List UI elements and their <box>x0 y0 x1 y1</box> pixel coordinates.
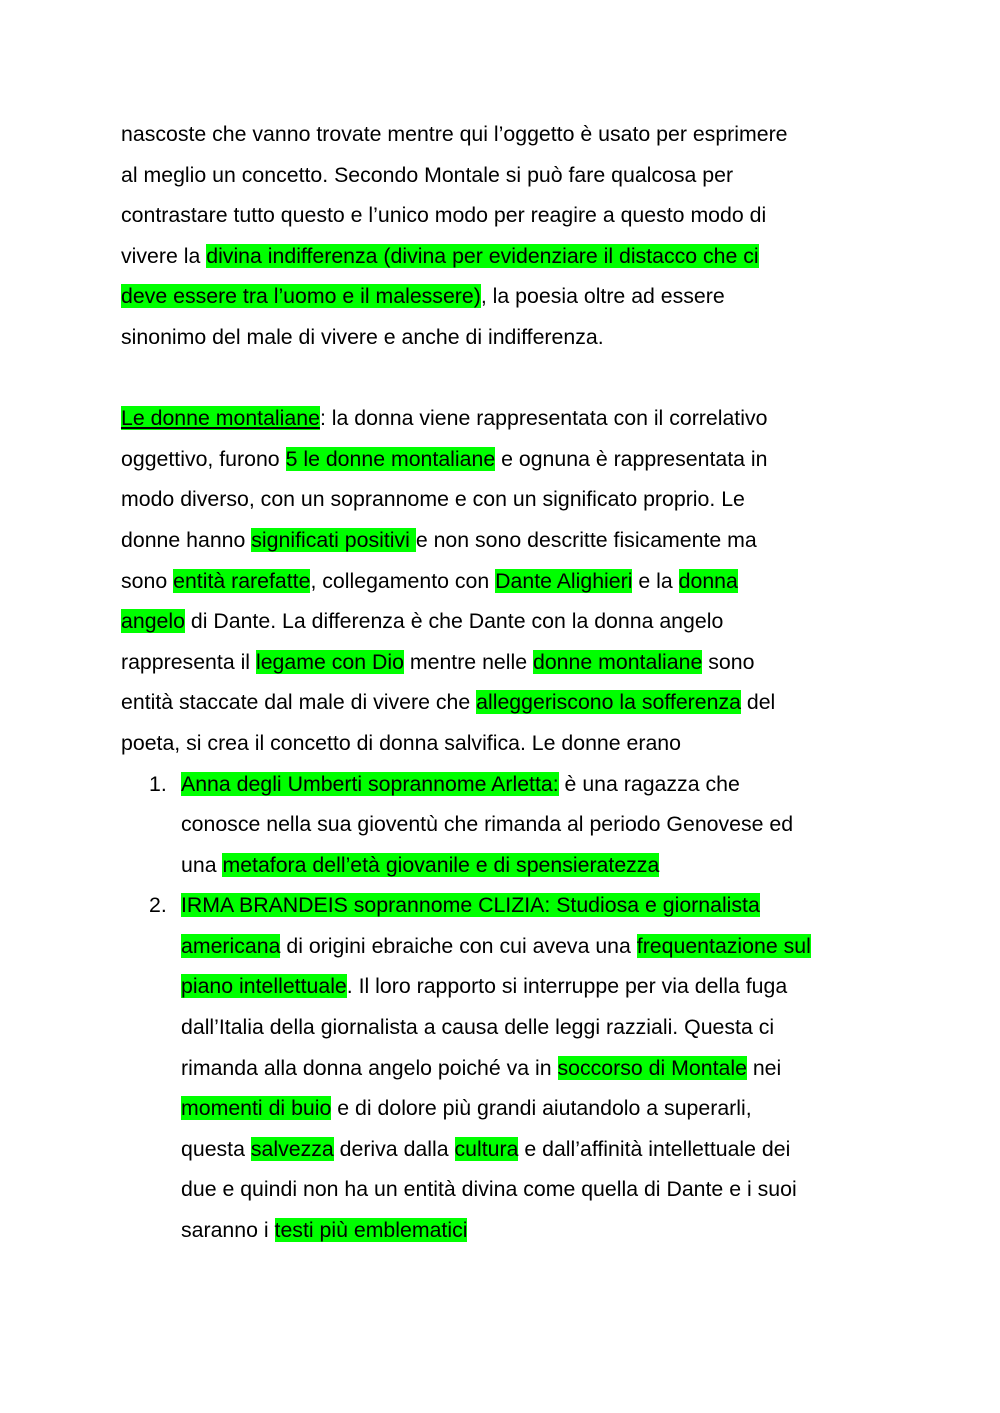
text-line <box>121 439 881 480</box>
paragraph-montale-indifferenza <box>121 114 881 358</box>
paragraph-donne-montaliane <box>121 398 881 763</box>
text-span: al meglio un concetto. Secondo Montale si può fare qualcosa per <box>121 162 734 187</box>
text-span: e dall’affinità intellettuale dei <box>518 1136 791 1161</box>
text-span: una <box>181 852 223 877</box>
text-span: . Il loro rapporto si interruppe per via della fuga <box>346 974 788 999</box>
text-span: del <box>740 690 776 715</box>
text-span: e di dolore più grandi aiutandolo a superarli, <box>331 1096 752 1121</box>
highlighted-text: soccorso di Montale <box>557 1055 747 1080</box>
text-span: rimanda alla donna angelo poiché va in <box>181 1055 558 1080</box>
text-line <box>121 276 881 317</box>
paragraph-gap <box>121 358 881 399</box>
text-span: , la poesia oltre ad essere <box>480 284 725 309</box>
list-number: 1. <box>149 771 167 796</box>
list-number: 2. <box>149 893 167 918</box>
text-span: sono <box>121 568 174 593</box>
list-item <box>121 764 881 886</box>
highlighted-text: 5 le donne montaliane <box>285 446 496 471</box>
text-span: oggettivo, furono <box>121 446 286 471</box>
text-span: mentre nelle <box>403 649 533 674</box>
text-line <box>121 561 881 602</box>
text-span: deriva dalla <box>333 1136 455 1161</box>
text-line <box>121 1048 881 1089</box>
text-span: nascoste che vanno trovate mentre qui l’oggetto è usato per esprimere <box>121 122 788 146</box>
highlighted-text: americana <box>181 933 281 958</box>
text-line <box>121 723 881 764</box>
text-line <box>121 195 881 236</box>
text-span: contrastare tutto questo e l’unico modo per reagire a questo modo di <box>121 203 767 228</box>
text-line <box>121 114 881 155</box>
document-page <box>121 114 881 1251</box>
highlighted-text: divina indifferenza (divina per evidenziare il distacco che ci <box>206 243 759 268</box>
text-span: dall’Italia della giornalista a causa delle leggi razziali. Questa ci <box>181 1015 775 1040</box>
text-span: poeta, si crea il concetto di donna salvifica. Le donne erano <box>121 730 682 755</box>
numbered-list <box>121 764 881 1251</box>
text-line <box>121 520 881 561</box>
text-span: donne hanno <box>121 527 252 552</box>
text-line <box>121 236 881 277</box>
text-line <box>121 1129 881 1170</box>
text-span: , collegamento con <box>310 568 496 593</box>
text-span: rappresenta il <box>121 649 256 674</box>
text-span: nei <box>746 1055 782 1080</box>
list-item <box>121 885 881 1250</box>
text-line <box>121 764 881 805</box>
text-line <box>121 804 881 845</box>
text-line <box>121 966 881 1007</box>
text-line <box>121 479 881 520</box>
text-line <box>121 885 881 926</box>
text-span: questa <box>181 1136 251 1161</box>
text-span: di Dante. La differenza è che Dante con la donna angelo <box>184 609 724 634</box>
highlighted-text: salvezza <box>250 1136 334 1161</box>
highlighted-text: metafora dell’età giovanile e di spensieratezza <box>222 852 660 877</box>
text-line <box>121 1088 881 1129</box>
highlighted-text: piano intellettuale <box>181 974 347 999</box>
text-span: saranno i <box>181 1218 275 1243</box>
text-span: vivere la <box>121 243 207 268</box>
text-span: : la donna viene rappresentata con il correlativo <box>319 406 768 431</box>
text-line <box>121 317 881 358</box>
text-line <box>121 845 881 886</box>
text-line <box>121 642 881 683</box>
text-span: è una ragazza che <box>558 771 740 796</box>
text-span: due e quindi non ha un entità divina come quella di Dante e i suoi <box>181 1177 797 1202</box>
highlighted-text: IRMA BRANDEIS soprannome CLIZIA: Studiosa e giornalista <box>181 893 760 918</box>
text-line <box>121 682 881 723</box>
highlighted-text: momenti di buio <box>181 1096 332 1121</box>
text-span: sinonimo del male di vivere e anche di indifferenza. <box>121 324 604 349</box>
text-line <box>121 1210 881 1251</box>
text-line <box>121 1169 881 1210</box>
highlighted-text: legame con Dio <box>255 649 404 674</box>
highlighted-text: deve essere tra l’uomo e il malessere) <box>121 284 481 309</box>
highlighted-text: frequentazione sul <box>636 933 811 958</box>
highlighted-text: testi più emblematici <box>274 1218 468 1243</box>
text-line <box>121 926 881 967</box>
text-span: e non sono descritte fisicamente ma <box>415 527 757 552</box>
highlighted-text: alleggeriscono la sofferenza <box>476 690 741 715</box>
text-span: modo diverso, con un soprannome e con un significato proprio. Le <box>121 487 745 512</box>
highlighted-text: donne montaliane <box>532 649 703 674</box>
highlighted-text: Dante Alighieri <box>495 568 633 593</box>
text-line <box>121 601 881 642</box>
text-span: entità staccate dal male di vivere che <box>121 690 477 715</box>
text-line <box>121 1007 881 1048</box>
text-span: sono <box>702 649 755 674</box>
highlighted-text: donna <box>678 568 738 593</box>
text-span: e ognuna è rappresentata in <box>495 446 768 471</box>
highlighted-text: angelo <box>121 609 185 634</box>
highlighted-text: cultura <box>454 1136 519 1161</box>
text-line <box>121 155 881 196</box>
text-span: di origini ebraiche con cui aveva una <box>280 933 637 958</box>
text-line <box>121 398 881 439</box>
text-span: e la <box>632 568 679 593</box>
highlighted-text: Anna degli Umberti soprannome Arletta: <box>181 771 559 796</box>
highlighted-text: entità rarefatte <box>173 568 311 593</box>
text-span: conosce nella sua gioventù che rimanda al periodo Genovese ed <box>181 812 794 837</box>
section-heading-highlighted: Le donne montaliane <box>121 406 320 431</box>
highlighted-text: significati positivi <box>251 527 416 552</box>
